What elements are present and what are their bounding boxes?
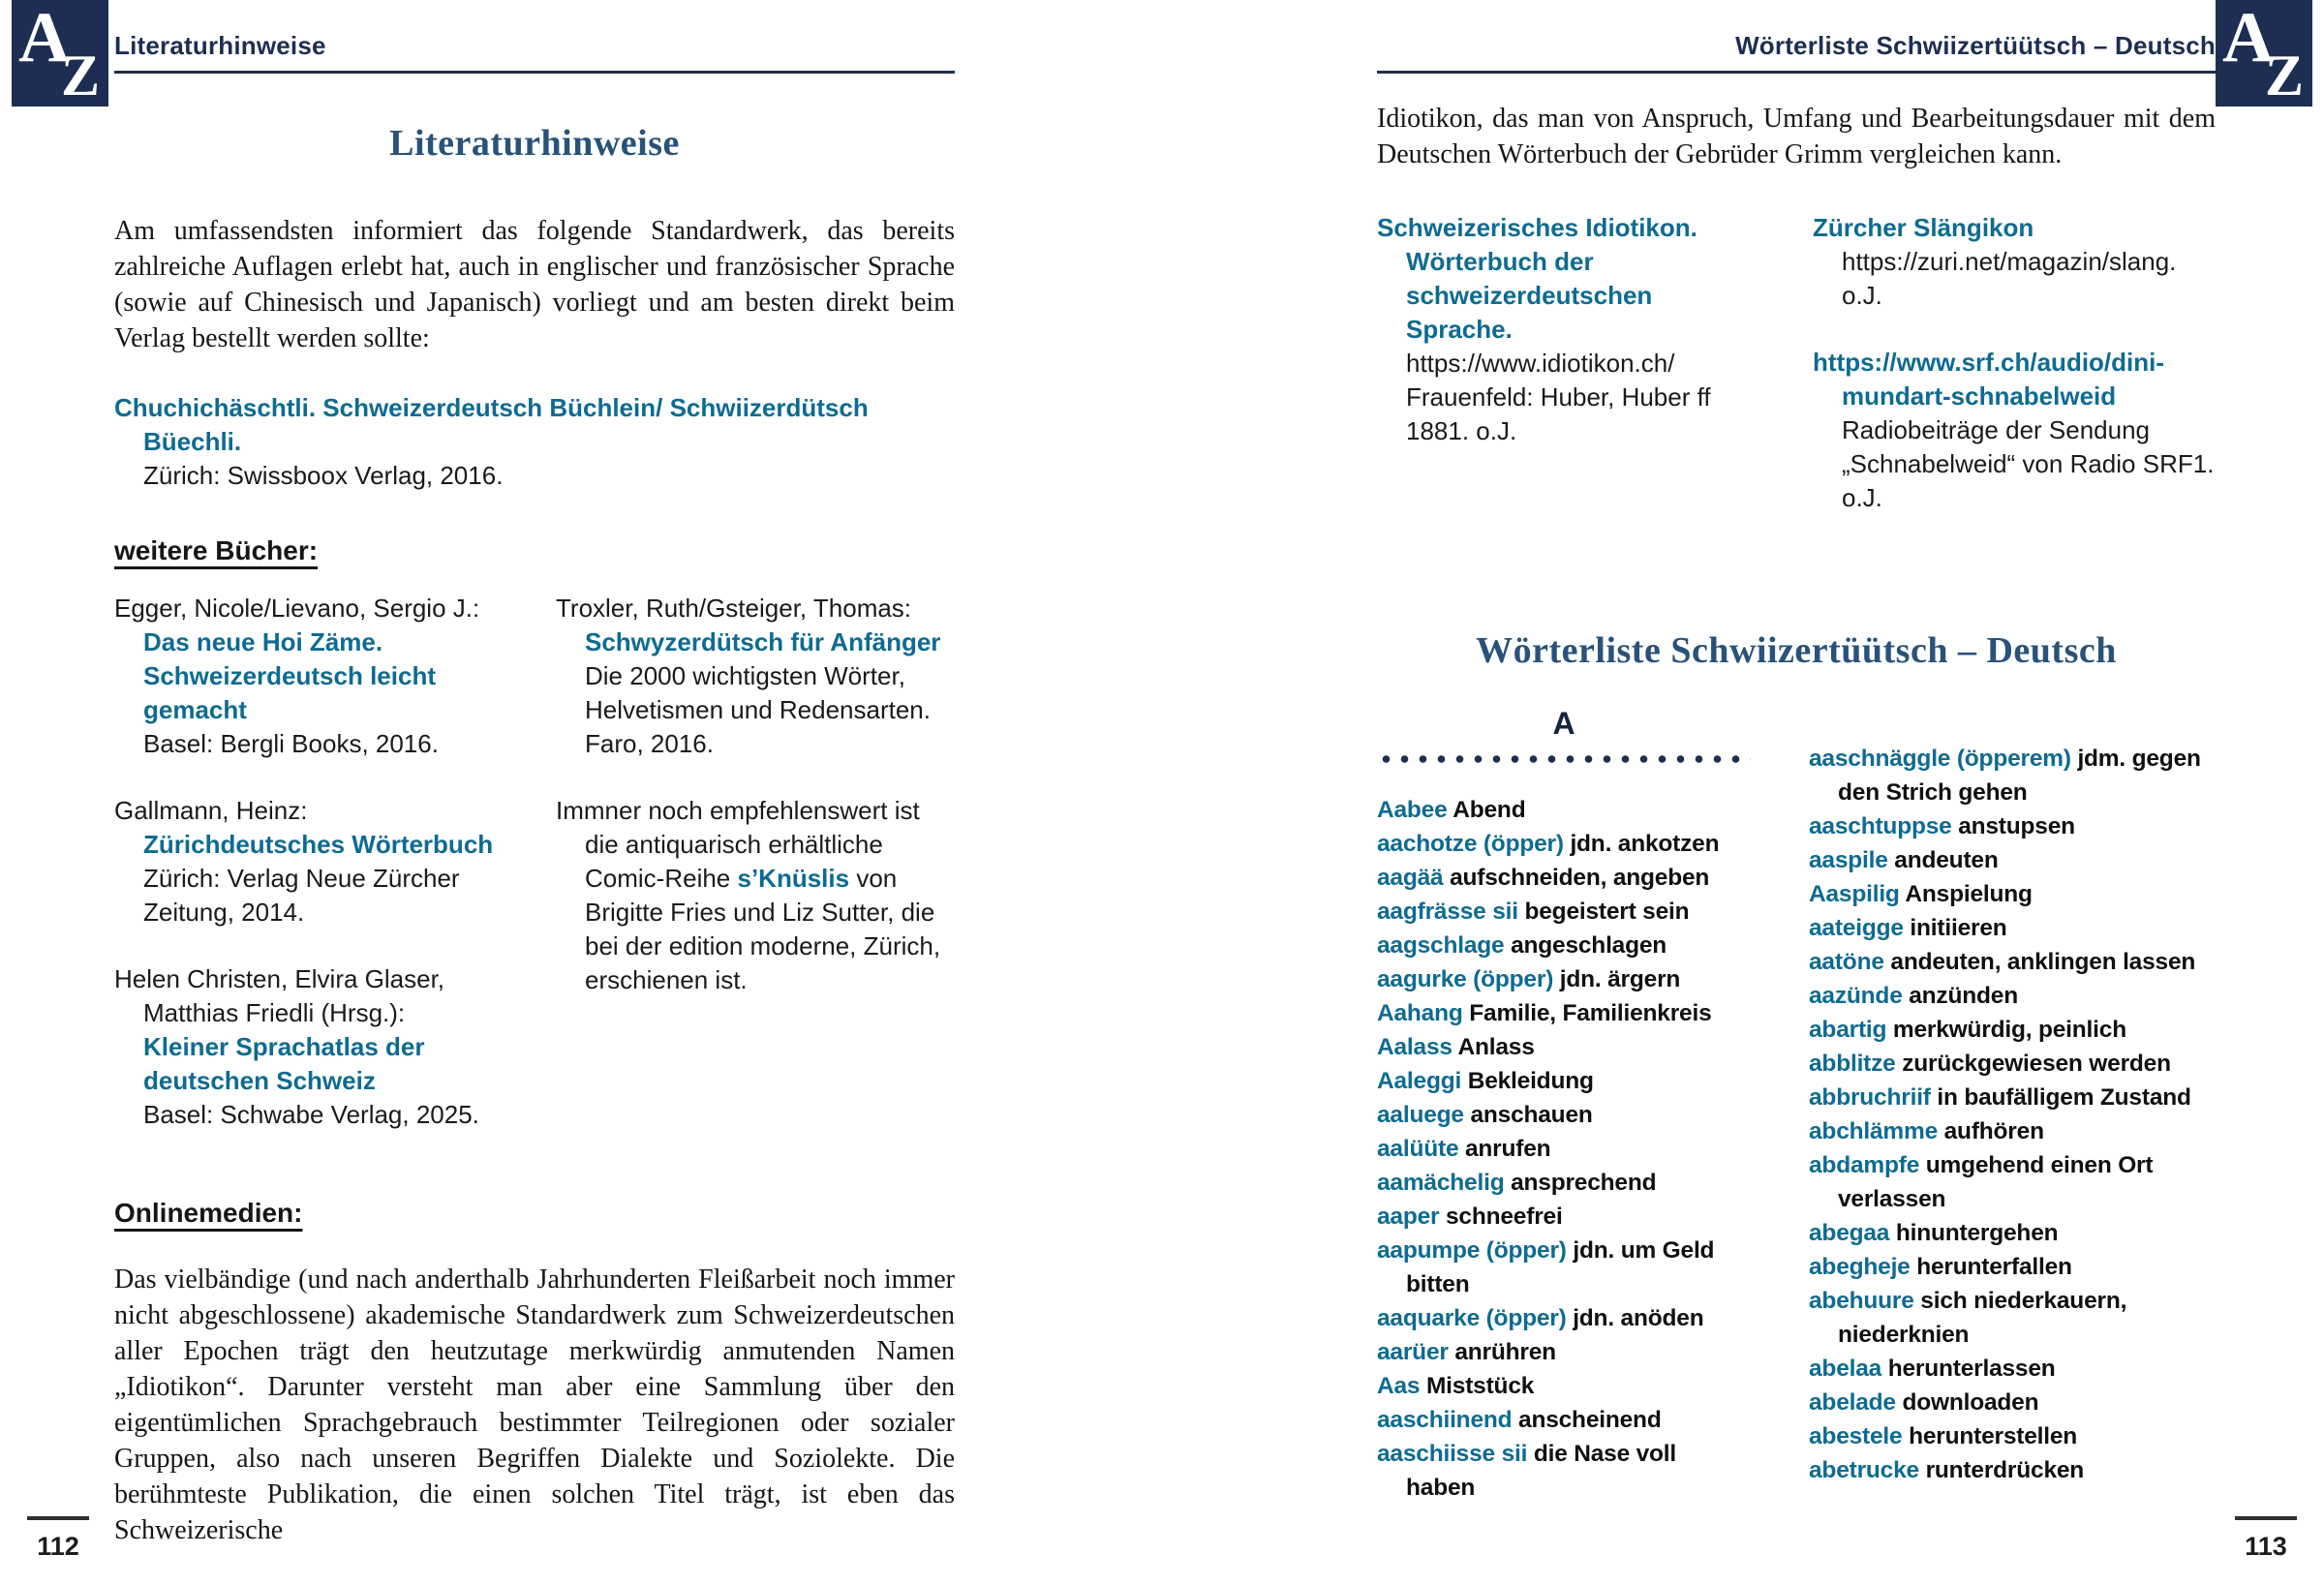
note-text: Immner noch empfehlenswert ist die antiquarisch erhältliche Comic-Reihe (556, 796, 920, 893)
page-number-rule (2235, 1516, 2297, 1520)
headword: abartig (1809, 1017, 1887, 1043)
headword: aamächelig (1377, 1170, 1505, 1196)
translation: merkwürdig, peinlich (1892, 1017, 2126, 1043)
books-section (114, 592, 955, 1165)
wordlist-entry (1377, 895, 1751, 929)
wordlist-entry (1809, 877, 2216, 911)
page-number-right (2235, 1516, 2297, 1562)
wordlist-entry (1809, 945, 2216, 979)
translation: aufschneiden, angeben (1450, 865, 1710, 891)
headword: Aas (1377, 1373, 1421, 1399)
comic-note (556, 794, 955, 997)
book-detail: Zürich: Verlag Neue Zürcher Zeitung, 2014. (143, 864, 460, 927)
headword: aaquarke (öpper) (1377, 1305, 1567, 1331)
headword: aaluege (1377, 1102, 1464, 1128)
book-entry (114, 794, 513, 930)
headword: aaschiinend (1377, 1407, 1513, 1433)
translation: jdm. gegen den Strich gehen (1838, 746, 2201, 806)
translation: herunterlassen (1887, 1356, 2056, 1382)
az-logo (2216, 0, 2312, 107)
book-detail: Basel: Schwabe Verlag, 2025. (143, 1100, 479, 1129)
translation: anstupsen (1958, 813, 2075, 839)
wordlist-entry (1377, 1064, 1751, 1098)
headword: abelade (1809, 1389, 1896, 1416)
resources-column-2 (1813, 211, 2216, 548)
more-books-heading: weitere Bücher: (114, 535, 319, 565)
page-title: Literaturhinweise (389, 123, 680, 164)
online-media-paragraph: Das vielbändige (und nach anderthalb Jahrhunderten Fleißarbeit noch immer nicht abgeschlossene) akademische Standardwerk zum Schweizerdeutschen aller Epochen trägt den heutzutage merkwürdig anmutenden Namen „Idiotikon“. Darunter versteht man aber eine Sammlung über den eigentümlichen Sprachgebrauch bestimmter Teilregionen oder sozialer Gruppen, also nach unseren Begriffen Dialekte und Soziolekte. Die berühmteste Publikation, die einen solchen Titel trägt, ist eben das Schweizerische (114, 1265, 955, 1545)
wordlist-entry (1377, 1098, 1751, 1132)
translation: aufhören (1943, 1118, 2044, 1144)
book-title: Chuchichäschtli. Schweizerdeutsch Büchlein/ Schwiizerdütsch Büechli. (114, 393, 869, 456)
headword: abelaa (1809, 1356, 1882, 1382)
book-authors: Gallmann, Heinz: (114, 796, 308, 825)
translation: Bekleidung (1467, 1068, 1594, 1094)
book-detail: Die 2000 wichtigsten Wörter, Helvetismen und Redensarten. Faro, 2016. (585, 661, 931, 758)
translation: umgehend einen Ort verlassen (1838, 1152, 2154, 1212)
book-title: Das neue Hoi Zäme. Schweizerdeutsch leicht gemacht (143, 627, 436, 724)
wordlist-entry (1809, 1352, 2216, 1386)
wordlist-entry (1809, 911, 2216, 945)
wordlist-entry (1377, 861, 1751, 895)
books-column-1 (114, 592, 513, 1165)
az-logo (12, 0, 108, 107)
book-authors: Helen Christen, Elvira Glaser, Matthias Friedli (Hrsg.): (114, 964, 445, 1027)
headword: aazünde (1809, 983, 1903, 1009)
book-detail: Zürich: Swissboox Verlag, 2016. (143, 461, 504, 490)
wordlist-entry (1377, 1369, 1751, 1403)
translation: Familie, Familienkreis (1469, 1000, 1712, 1026)
wordlist-entry (1377, 1234, 1751, 1301)
wordlist-entry (1809, 1419, 2216, 1453)
resource-title: Zürcher Slängikon (1813, 213, 2034, 242)
translation: Anlass (1457, 1034, 1535, 1060)
wordlist-column-1 (1377, 707, 1751, 1505)
wordlist-entry (1809, 1453, 2216, 1487)
resource-title: Schweizerisches Idiotikon. Wörterbuch der schweizerdeutschen Sprache. (1377, 213, 1697, 344)
wordlist-entry (1377, 1403, 1751, 1437)
headword: Aalass (1377, 1034, 1452, 1060)
headword: aagää (1377, 865, 1444, 891)
intro-paragraph: Am umfassendsten informiert das folgende Standardwerk, das bereits zahlreiche Auflagen erlebt hat, auch in englischer und französischer Sprache (sowie auf Chinesisch und Japanisch) vorliegt und am besten direkt beim Verlag bestellt werden sollte: (114, 216, 955, 353)
wordlist-entries-2 (1809, 742, 2216, 1487)
note-series-title: s’Knüslis (737, 864, 850, 893)
translation: anrufen (1464, 1136, 1551, 1162)
wordlist-entry (1809, 809, 2216, 843)
wordlist-entry (1377, 962, 1751, 996)
wordlist-entry (1809, 1386, 2216, 1419)
book-title: Zürichdeutsches Wörterbuch (143, 830, 494, 859)
book-entry (556, 592, 955, 761)
page-number: 113 (2245, 1532, 2287, 1561)
right-page-header (1377, 0, 2216, 74)
headword: Aabee (1377, 797, 1448, 823)
headword: aaschtuppse (1809, 813, 1952, 839)
book-title: Kleiner Sprachatlas der deutschen Schweiz (143, 1032, 425, 1095)
translation: anscheinend (1518, 1407, 1662, 1433)
resource-entry (1813, 346, 2216, 515)
wordlist-entry (1377, 1335, 1751, 1369)
wordlist-column-2 (1809, 707, 2216, 1505)
wordlist-entry (1377, 996, 1751, 1030)
resource-detail: Frauenfeld: Huber, Huber ff 1881. o.J. (1406, 382, 1711, 445)
translation: herunterfallen (1916, 1254, 2072, 1280)
translation: herunterstellen (1909, 1423, 2078, 1449)
translation: downloaden (1902, 1389, 2039, 1416)
headword: abehuure (1809, 1288, 1914, 1314)
book-detail: Basel: Bergli Books, 2016. (143, 729, 439, 758)
translation: Miststück (1425, 1373, 1535, 1399)
logo-letter-a: A (2222, 0, 2275, 77)
headword: Aahang (1377, 1000, 1463, 1026)
headword: aaspile (1809, 847, 1888, 873)
headword: aagurke (öpper) (1377, 966, 1554, 992)
wordlist-entries-1 (1377, 793, 1751, 1505)
book-title: Schwyzerdütsch für Anfänger (585, 627, 941, 656)
translation: in baufälligem Zustand (1937, 1084, 2191, 1111)
headword: abetrucke (1809, 1457, 1919, 1483)
headword: Aaspilig (1809, 881, 1900, 907)
headword: abchlämme (1809, 1118, 1939, 1144)
online-resources (1377, 211, 2216, 548)
translation: ansprechend (1511, 1170, 1657, 1196)
wordlist-entry (1377, 1437, 1751, 1505)
translation: jdn. anöden (1573, 1305, 1704, 1331)
translation: Anspielung (1905, 881, 2033, 907)
wordlist-entry (1377, 1132, 1751, 1166)
translation: die Nase voll haben (1406, 1441, 1677, 1501)
wordlist-entry (1809, 742, 2216, 809)
note-text: von Brigitte Fries und Liz Sutter, die bei der edition moderne, Zürich, erschienen ist. (585, 864, 941, 994)
headword: aagschlage (1377, 932, 1505, 959)
wordlist-entry (1377, 929, 1751, 962)
resource-entry (1813, 211, 2216, 313)
wordlist-entry (1809, 843, 2216, 877)
headword: Aaleggi (1377, 1068, 1462, 1094)
book-authors: Troxler, Ruth/Gsteiger, Thomas: (556, 594, 912, 623)
wordlist-entry (1809, 1081, 2216, 1114)
featured-book-entry (114, 391, 955, 493)
resources-column-1 (1377, 211, 1755, 548)
page-number-rule (27, 1516, 89, 1520)
translation: Abend (1452, 797, 1526, 823)
translation: jdn. ankotzen (1570, 831, 1720, 857)
headword: aagfrässe sii (1377, 899, 1518, 925)
wordlist-entry (1377, 793, 1751, 827)
left-page (114, 0, 955, 1585)
translation: anzünden (1909, 983, 2018, 1009)
headword: aachotze (öpper) (1377, 831, 1564, 857)
headword: abestele (1809, 1423, 1903, 1449)
translation: andeuten, anklingen lassen (1890, 949, 2196, 975)
book-entry (114, 962, 513, 1132)
wordlist-entry (1377, 1200, 1751, 1234)
resource-url: https://zuri.net/magazin/slang. o.J. (1842, 247, 2177, 310)
online-media-heading: Onlinemedien: (114, 1198, 303, 1228)
book-authors: Egger, Nicole/Lievano, Sergio J.: (114, 594, 480, 623)
translation: zurückgewiesen werden (1902, 1051, 2171, 1077)
wordlist-title: Wörterliste Schwiizertüütsch – Deutsch (1476, 630, 2117, 671)
book-entry (114, 592, 513, 761)
headword: abegaa (1809, 1220, 1890, 1246)
translation: andeuten (1894, 847, 1999, 873)
logo-letter-z: Z (2264, 44, 2304, 107)
left-page-header (114, 0, 955, 74)
wordlist-entry (1377, 1030, 1751, 1064)
right-page (1377, 0, 2216, 1585)
headword: aaper (1377, 1204, 1440, 1230)
headword: aarüer (1377, 1339, 1449, 1365)
wordlist-entry (1809, 1114, 2216, 1148)
resource-url: Radiobeiträge der Sendung „Schnabelweid“ von Radio SRF1. o.J. (1842, 415, 2215, 512)
logo-letter-z: Z (60, 44, 100, 107)
translation: initiieren (1910, 915, 2007, 941)
headword: aatöne (1809, 949, 1884, 975)
continuation-paragraph: Idiotikon, das man von Anspruch, Umfang und Bearbeitungsdauer mit dem Deutschen Wörterbuch der Gebrüder Grimm vergleichen kann. (1377, 104, 2216, 169)
headword: aateigge (1809, 915, 1904, 941)
translation: jdn. um Geld bitten (1406, 1237, 1715, 1297)
wordlist-entry (1377, 1301, 1751, 1335)
translation: angeschlagen (1511, 932, 1667, 959)
logo-letter-a: A (18, 0, 71, 77)
headword: abblitze (1809, 1051, 1896, 1077)
wordlist-entry (1809, 1148, 2216, 1216)
headword: abdampfe (1809, 1152, 1920, 1178)
books-column-2 (556, 592, 955, 1165)
headword: aaschiisse sii (1377, 1441, 1528, 1467)
wordlist-entry (1377, 1166, 1751, 1200)
translation: begeistert sein (1524, 899, 1690, 925)
wordlist-entry (1809, 1013, 2216, 1047)
translation: sich niederkauern, niederknien (1838, 1288, 2127, 1348)
headword: abegheje (1809, 1254, 1911, 1280)
translation: hinuntergehen (1895, 1220, 2059, 1246)
dotted-divider (1377, 754, 1751, 764)
running-head: Literaturhinweise (114, 31, 326, 60)
books-column-2-list (556, 592, 955, 761)
translation: anrühren (1454, 1339, 1556, 1365)
wordlist (1377, 707, 2216, 1505)
headword: abbruchriif (1809, 1084, 1931, 1111)
wordlist-entry (1809, 1250, 2216, 1284)
running-head: Wörterliste Schwiizertüütsch – Deutsch (1735, 31, 2216, 60)
wordlist-entry (1809, 1284, 2216, 1352)
resource-title: https://www.srf.ch/audio/dini-mundart-schnabelweid (1813, 348, 2165, 411)
wordlist-entry (1809, 1216, 2216, 1250)
resource-url: https://www.idiotikon.ch/ (1406, 349, 1675, 378)
page-number: 112 (37, 1532, 79, 1561)
resource-entry (1377, 211, 1755, 448)
letter-heading: A (1552, 706, 1575, 741)
wordlist-entry (1377, 827, 1751, 861)
page-number-left (27, 1516, 89, 1562)
headword: aapumpe (öpper) (1377, 1237, 1567, 1264)
headword: aalüüte (1377, 1136, 1459, 1162)
translation: jdn. ärgern (1559, 966, 1681, 992)
translation: runterdrücken (1925, 1457, 2085, 1483)
wordlist-entry (1809, 979, 2216, 1013)
headword: aaschnäggle (öpperem) (1809, 746, 2071, 772)
translation: schneefrei (1446, 1204, 1563, 1230)
wordlist-entry (1809, 1047, 2216, 1081)
translation: anschauen (1470, 1102, 1593, 1128)
